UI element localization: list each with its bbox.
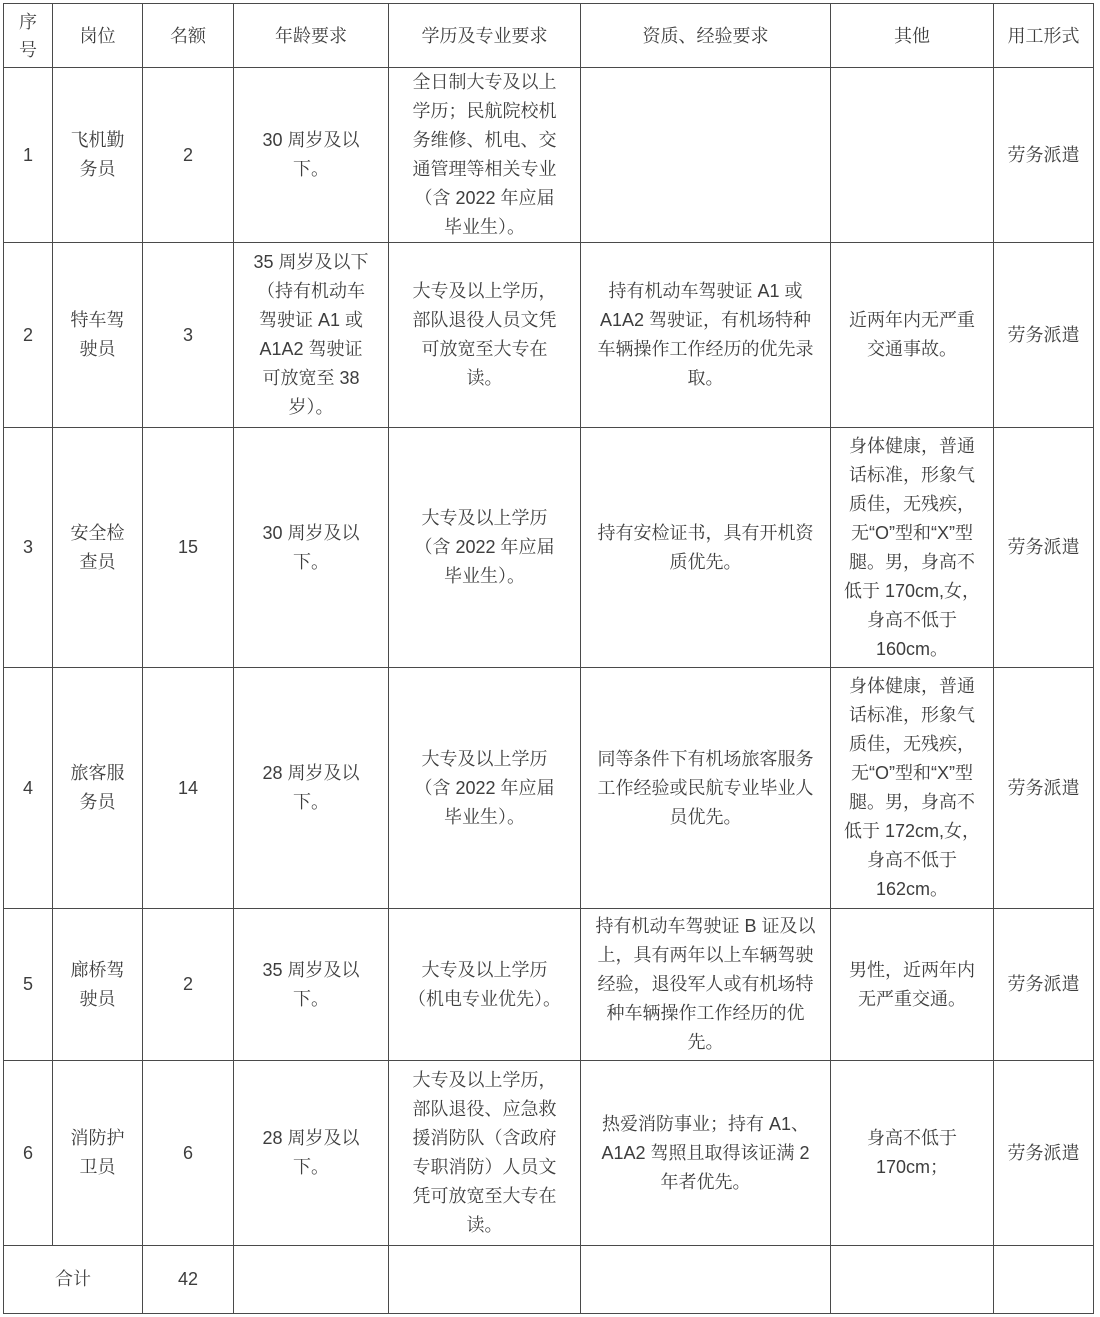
cell-employment: 劳务派遣 — [994, 243, 1094, 428]
col-header-no: 序号 — [4, 4, 53, 68]
cell-no: 4 — [4, 668, 53, 909]
cell-quota: 3 — [143, 243, 234, 428]
cell-employment: 劳务派遣 — [994, 909, 1094, 1061]
col-header-position: 岗位 — [53, 4, 143, 68]
cell-no: 6 — [4, 1061, 53, 1246]
cell-quota: 2 — [143, 68, 234, 243]
cell-other: 身体健康，普通话标准，形象气质佳，无残疾，无“O”型和“X”型腿。男，身高不低于 172cm,女，身高不低于 162cm。 — [831, 668, 994, 909]
cell-qualification: 持有安检证书，具有开机资质优先。 — [581, 428, 831, 668]
total-education-cell — [389, 1246, 581, 1314]
cell-qualification: 持有机动车驾驶证 A1 或 A1A2 驾驶证，有机场特种车辆操作工作经历的优先录取。 — [581, 243, 831, 428]
cell-employment: 劳务派遣 — [994, 428, 1094, 668]
total-label-cell: 合计 — [4, 1246, 143, 1314]
cell-no: 5 — [4, 909, 53, 1061]
col-header-quota: 名额 — [143, 4, 234, 68]
col-header-other: 其他 — [831, 4, 994, 68]
col-header-education: 学历及专业要求 — [389, 4, 581, 68]
cell-age: 28 周岁及以下。 — [234, 1061, 389, 1246]
cell-quota: 15 — [143, 428, 234, 668]
cell-employment: 劳务派遣 — [994, 1061, 1094, 1246]
total-quota-cell: 42 — [143, 1246, 234, 1314]
cell-position: 旅客服务员 — [53, 668, 143, 909]
cell-employment: 劳务派遣 — [994, 668, 1094, 909]
cell-position: 安全检查员 — [53, 428, 143, 668]
cell-other: 身高不低于 170cm； — [831, 1061, 994, 1246]
total-age-cell — [234, 1246, 389, 1314]
table-row — [4, 243, 1094, 428]
cell-other: 男性，近两年内无严重交通。 — [831, 909, 994, 1061]
cell-education: 大专及以上学历，部队退役人员文凭可放宽至大专在读。 — [389, 243, 581, 428]
cell-other: 近两年内无严重交通事故。 — [831, 243, 994, 428]
cell-age: 35 周岁及以下。 — [234, 909, 389, 1061]
cell-education: 大专及以上学历（含 2022 年应届毕业生）。 — [389, 428, 581, 668]
cell-qualification: 热爱消防事业；持有 A1、A1A2 驾照且取得该证满 2 年者优先。 — [581, 1061, 831, 1246]
total-other-cell — [831, 1246, 994, 1314]
cell-employment: 劳务派遣 — [994, 68, 1094, 243]
table-row — [4, 68, 1094, 243]
cell-age: 30 周岁及以下。 — [234, 428, 389, 668]
table-row — [4, 428, 1094, 668]
cell-qualification: 持有机动车驾驶证 B 证及以上，具有两年以上车辆驾驶经验，退役军人或有机场特种车辆操作工作经历的优先。 — [581, 909, 831, 1061]
col-header-age: 年龄要求 — [234, 4, 389, 68]
cell-education: 大专及以上学历（机电专业优先）。 — [389, 909, 581, 1061]
cell-age: 30 周岁及以下。 — [234, 68, 389, 243]
recruitment-table — [3, 3, 1094, 1314]
cell-quota: 6 — [143, 1061, 234, 1246]
cell-no: 3 — [4, 428, 53, 668]
total-employment-cell — [994, 1246, 1094, 1314]
cell-age: 28 周岁及以下。 — [234, 668, 389, 909]
cell-education: 全日制大专及以上学历；民航院校机务维修、机电、交通管理等相关专业（含 2022 年应届毕业生）。 — [389, 68, 581, 243]
total-qualification-cell — [581, 1246, 831, 1314]
col-header-qualification: 资质、经验要求 — [581, 4, 831, 68]
cell-qualification: 同等条件下有机场旅客服务工作经验或民航专业毕业人员优先。 — [581, 668, 831, 909]
col-header-employment: 用工形式 — [994, 4, 1094, 68]
cell-education: 大专及以上学历，部队退役、应急救援消防队（含政府专职消防）人员文凭可放宽至大专在读。 — [389, 1061, 581, 1246]
cell-no: 2 — [4, 243, 53, 428]
table-row — [4, 1061, 1094, 1246]
total-row — [4, 1246, 1094, 1314]
cell-education: 大专及以上学历（含 2022 年应届毕业生）。 — [389, 668, 581, 909]
cell-age: 35 周岁及以下（持有机动车驾驶证 A1 或 A1A2 驾驶证可放宽至 38 岁）。 — [234, 243, 389, 428]
cell-position: 廊桥驾驶员 — [53, 909, 143, 1061]
cell-position: 消防护卫员 — [53, 1061, 143, 1246]
cell-quota: 14 — [143, 668, 234, 909]
cell-position: 飞机勤务员 — [53, 68, 143, 243]
cell-quota: 2 — [143, 909, 234, 1061]
cell-other — [831, 68, 994, 243]
table-row — [4, 668, 1094, 909]
cell-other: 身体健康，普通话标准，形象气质佳，无残疾，无“O”型和“X”型腿。男，身高不低于 170cm,女，身高不低于 160cm。 — [831, 428, 994, 668]
cell-no: 1 — [4, 68, 53, 243]
cell-qualification — [581, 68, 831, 243]
cell-position: 特车驾驶员 — [53, 243, 143, 428]
table-row — [4, 909, 1094, 1061]
header-row — [4, 4, 1094, 68]
